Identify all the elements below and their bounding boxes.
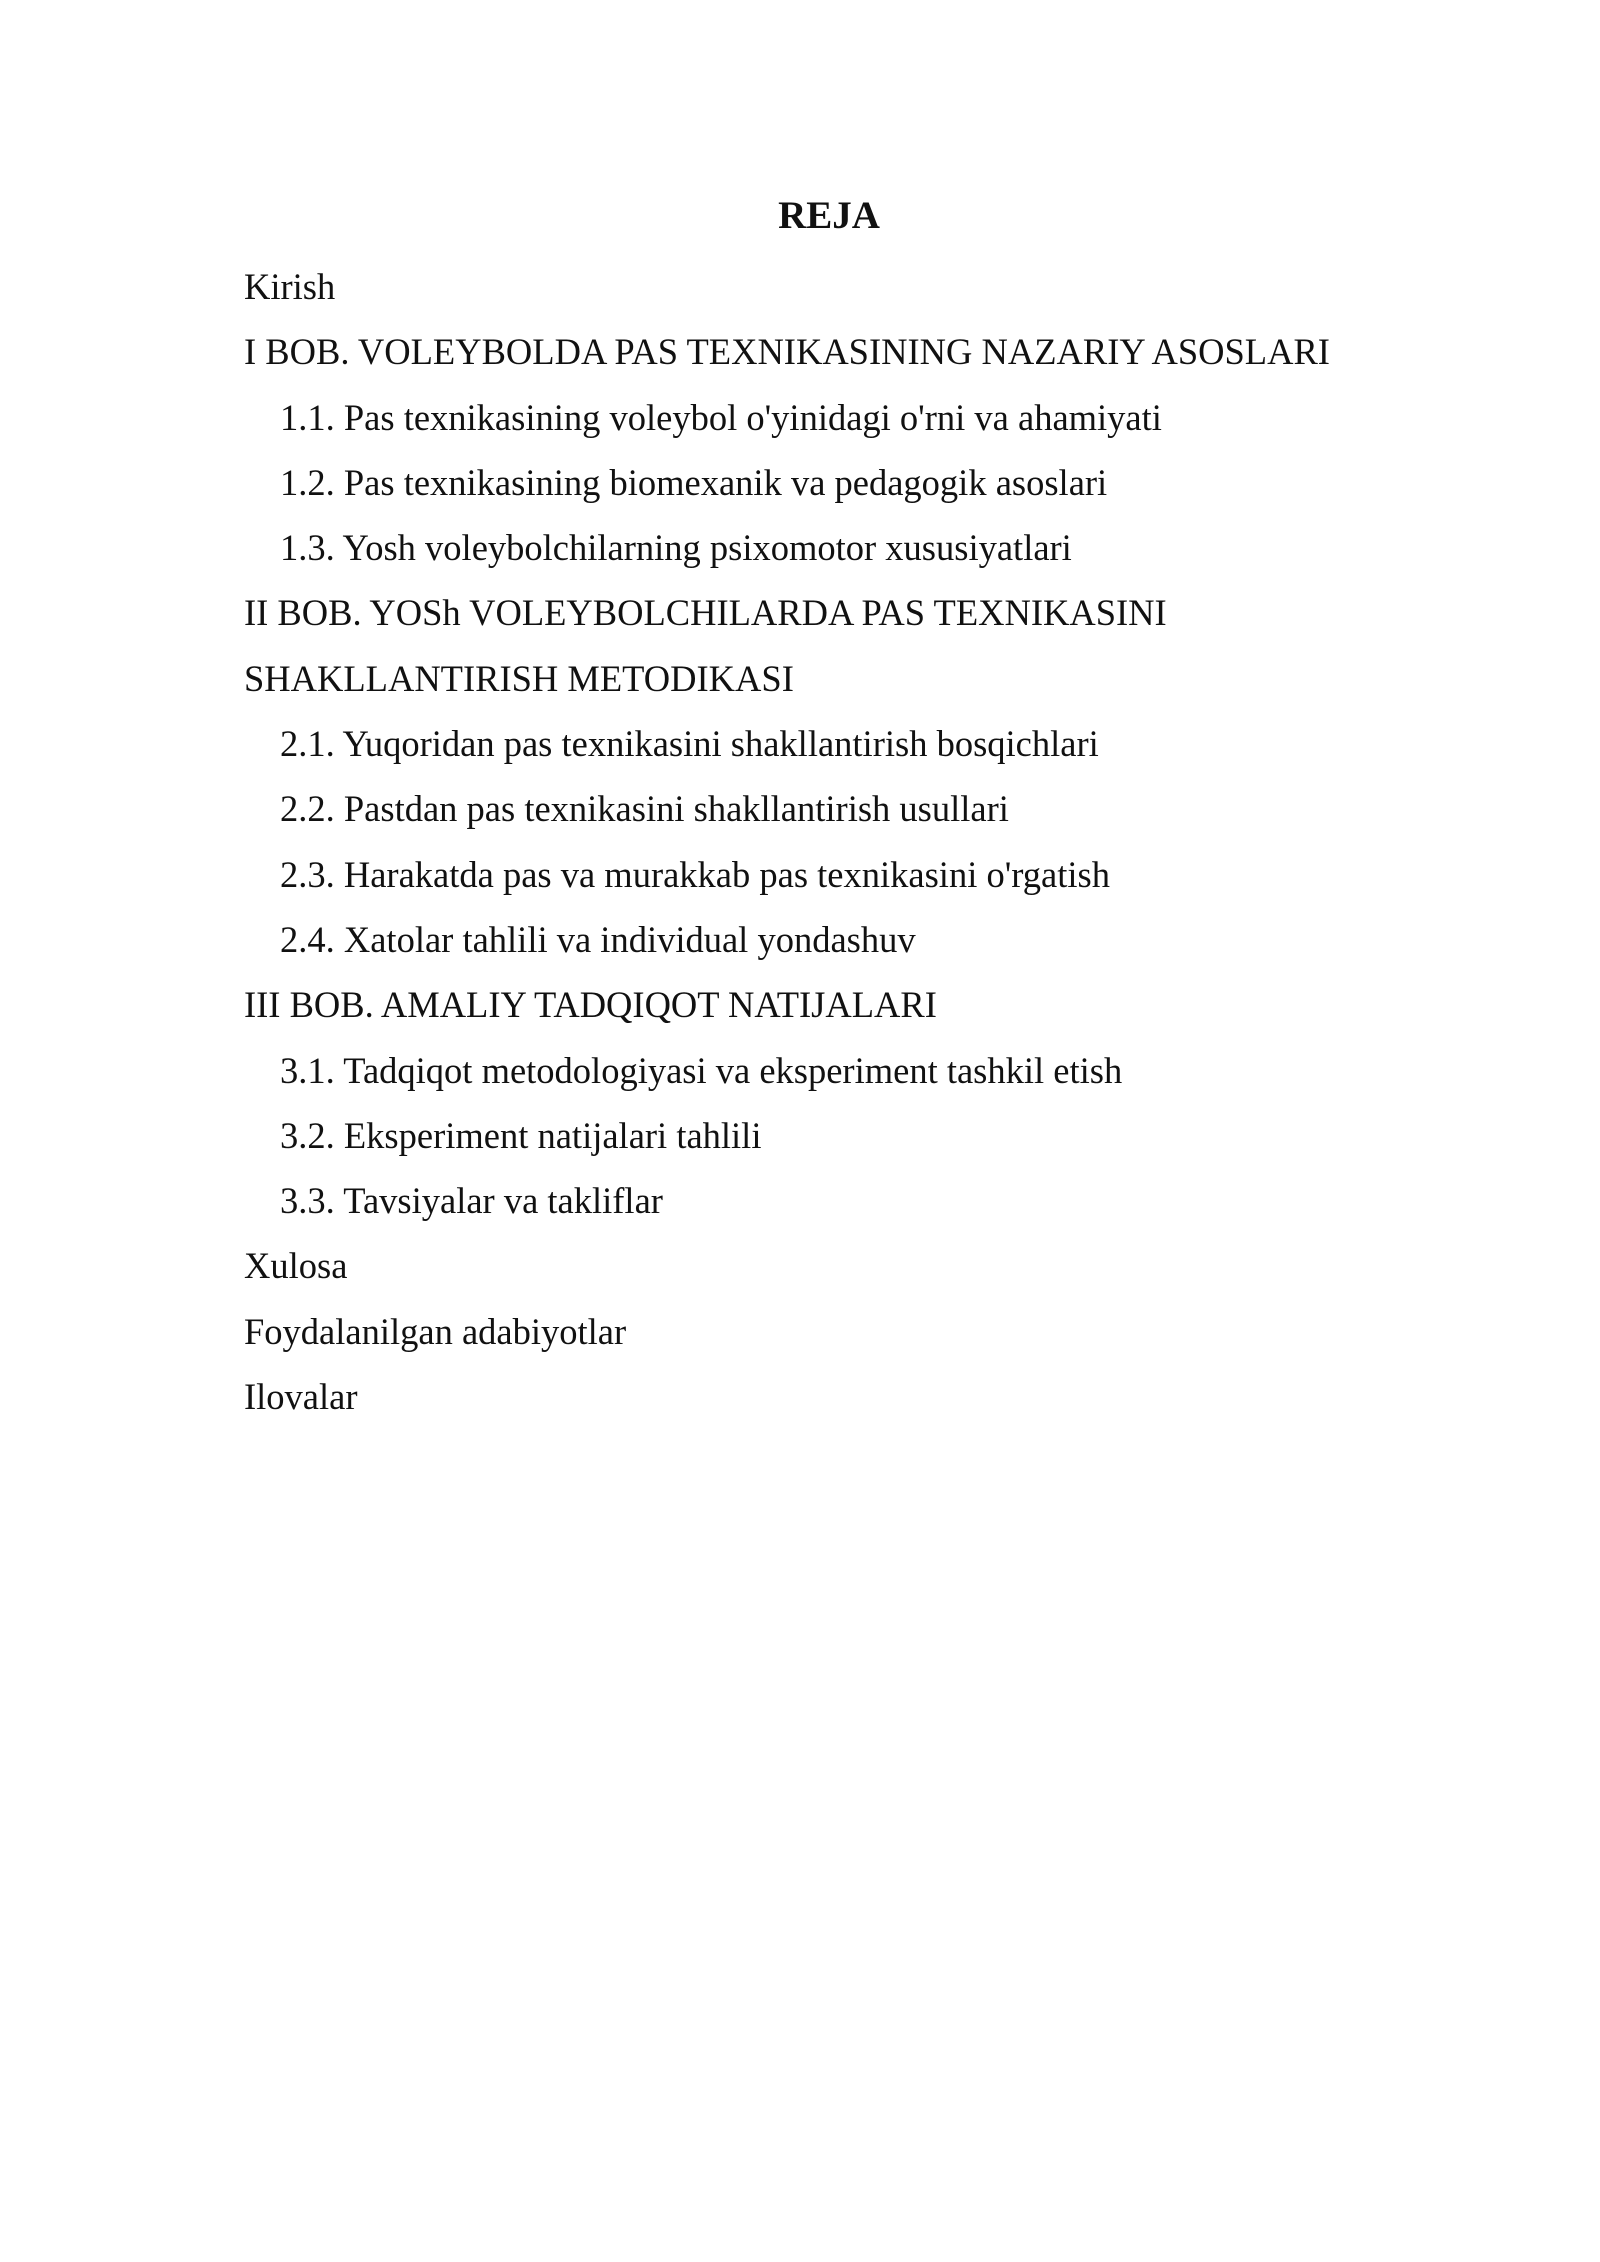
toc-entry-ilovalar: Ilovalar: [244, 1376, 358, 1418]
toc-section-3-3: 3.3. Tavsiyalar va takliflar: [280, 1180, 663, 1222]
toc-section-2-3: 2.3. Harakatda pas va murakkab pas texnikasini o'rgatish: [280, 853, 1110, 895]
toc-section-3-2: 3.2. Eksperiment natijalari tahlili: [280, 1114, 762, 1156]
toc-section-2-2: 2.2. Pastdan pas texnikasini shakllantirish usullari: [280, 788, 1009, 830]
toc-chapter-1: I BOB. VOLEYBOLDA PAS TEXNIKASINING NAZARIY ASOSLARI: [244, 331, 1330, 373]
toc-entry-xulosa: Xulosa: [244, 1245, 348, 1287]
table-of-contents: [244, 254, 1464, 1429]
toc-section-2-4: 2.4. Xatolar tahlili va individual yondashuv: [280, 918, 916, 960]
toc-chapter-2-line-2: SHAKLLANTIRISH METODIKASI: [244, 657, 794, 699]
toc-section-1-2: 1.2. Pas texnikasining biomexanik va pedagogik asoslari: [280, 461, 1108, 503]
toc-section-1-1: 1.1. Pas texnikasining voleybol o'yinidagi o'rni va ahamiyati: [280, 396, 1162, 438]
toc-chapter-2-line-1: II BOB. YOSh VOLEYBOLCHILARDA PAS TEXNIKASINI: [244, 592, 1167, 634]
toc-section-3-1: 3.1. Tadqiqot metodologiyasi va eksperiment tashkil etish: [280, 1049, 1123, 1091]
toc-section-1-3: 1.3. Yosh voleybolchilarning psixomotor xususiyatlari: [280, 527, 1072, 569]
toc-entry-adabiyotlar: Foydalanilgan adabiyotlar: [244, 1310, 627, 1352]
toc-entry-kirish: Kirish: [244, 266, 336, 307]
toc-section-2-1: 2.1. Yuqoridan pas texnikasini shakllantirish bosqichlari: [280, 723, 1099, 765]
page-title: REJA: [778, 194, 880, 237]
toc-chapter-3: III BOB. AMALIY TADQIQOT NATIJALARI: [244, 984, 937, 1026]
